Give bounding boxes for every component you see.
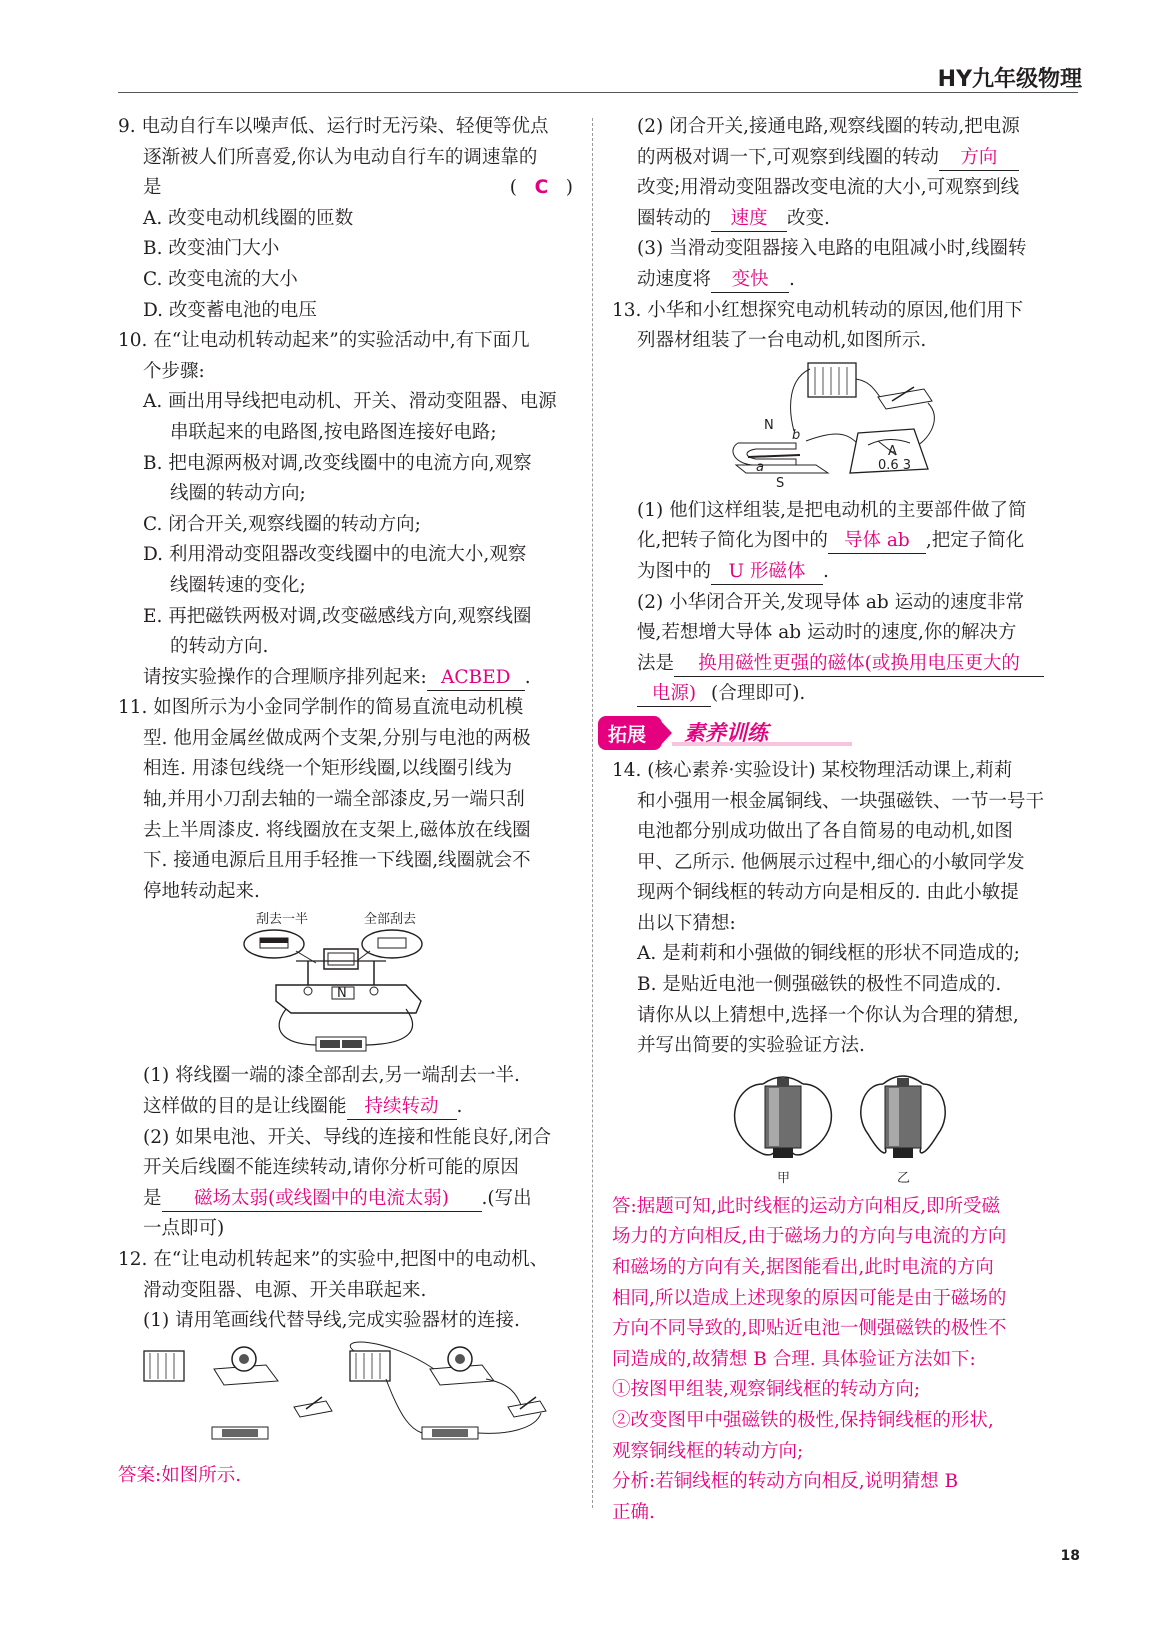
q12-answer: 答案:如图所示. xyxy=(118,1464,242,1486)
q14-answer-line: 答:据题可知,此时线框的运动方向相反,即所受磁 xyxy=(612,1195,1000,1217)
banner-shape xyxy=(598,714,858,752)
q14-answer-line: 和磁场的方向有关,据图能看出,此时电流的方向 xyxy=(612,1257,994,1279)
question-13 xyxy=(612,296,1074,710)
q13-p2-line: (2) 小华闭合开关,发现导体 ab 运动的速度非常 xyxy=(637,591,1025,613)
q14-line: 甲、乙所示. 他俩展示过程中,细心的小敏同学发 xyxy=(637,851,1025,873)
q9-answer-bracket: ( C ) xyxy=(509,177,573,199)
q10-step-e: E. 再把磁铁两极对调,改变磁感线方向,观察线圈 xyxy=(143,605,532,627)
q10-line: 10. 在“让电动机转动起来”的实验活动中,有下面几 xyxy=(118,330,530,352)
q13-p2-answer-cont: 电源) xyxy=(637,682,711,707)
q11-line: 相连. 用漆包线绕一个矩形线圈,以线圈引线为 xyxy=(143,758,513,780)
q14-answer-line: ①按图甲组装,观察铜线框的转动方向; xyxy=(612,1379,921,1401)
q13-line: 13. 小华和小红想探究电动机转动的原因,他们用下 xyxy=(612,299,1024,321)
q11-p2-tail: 一点即可) xyxy=(143,1218,225,1240)
q10-step-a-cont: 串联起来的电路图,按电路图连接好电路; xyxy=(170,421,497,443)
q13-p2-answer-line-2 xyxy=(612,679,1074,710)
q14-line: 现两个铜线框的转动方向是相反的. 由此小敏提 xyxy=(637,882,1019,904)
question-10 xyxy=(118,326,573,693)
q14-answer-line: 同造成的,故猜想 B 合理. 具体验证方法如下: xyxy=(612,1348,976,1370)
q11-line: 型. 他用金属丝做成两个支架,分别与电池的两极 xyxy=(143,727,531,749)
q14-answer-line: ②改变图甲中强磁铁的极性,保持铜线框的形状, xyxy=(612,1410,994,1431)
q12-p3-answer-line xyxy=(612,265,1074,296)
q11-line: 轴,并用小刀刮去轴的一端全部漆皮,另一端只刮 xyxy=(143,789,525,811)
q11-line: 去上半周漆皮. 将线圈放在支架上,磁体放在线圈 xyxy=(143,819,531,841)
q14-label-yi: 乙 xyxy=(897,1170,911,1186)
q10-step-b-cont: 线圈的转动方向; xyxy=(170,483,306,505)
q12-p3-end: . xyxy=(789,268,795,290)
q12-p1: (1) 请用笔画线代替导线,完成实验器材的连接. xyxy=(143,1310,520,1332)
q13-p1-mid: ,把定子简化 xyxy=(925,530,1025,552)
q10-step-e-cont: 的转动方向. xyxy=(170,636,269,658)
q12-p2-line: (2) 闭合开关,接通电路,观察线圈的转动,把电源 xyxy=(637,116,1020,137)
q14-line: 出以下猜想: xyxy=(637,912,736,934)
q13-line: 列器材组装了一台电动机,如图所示. xyxy=(637,330,927,352)
q13-p1-answer-stator: U 形磁体 xyxy=(711,560,823,585)
q14-answer-line: 方向不同导致的,即贴近电池一侧强磁铁的极性不 xyxy=(612,1318,1007,1340)
q14-ask: 请你从以上猜想中,选择一个你认为合理的猜想, xyxy=(637,1004,1019,1026)
q13-p2-answer-line xyxy=(612,649,1074,680)
q13-p1-answer-line xyxy=(612,526,1074,557)
q11-line: 停地转动起来. xyxy=(143,880,260,902)
q13-label-meter: A xyxy=(888,443,897,459)
q11-p2-post: .(写出 xyxy=(481,1187,532,1209)
q11-p1-answer-line xyxy=(118,1092,573,1123)
q9-option-a: A. 改变电动机线圈的匝数 xyxy=(143,207,354,229)
q12-p2-line: 改变;用滑动变阻器改变电流的大小,可观察到线 xyxy=(637,177,1020,199)
column-divider xyxy=(592,118,593,1508)
q12-p2-answer-direction: 方向 xyxy=(939,146,1019,171)
q11-p1-line: (1) 将线圈一端的漆全部刮去,另一端刮去一半. xyxy=(143,1065,520,1087)
q10-step-c: C. 闭合开关,观察线圈的转动方向; xyxy=(143,513,421,535)
q9-option-d: D. 改变蓄电池的电压 xyxy=(143,299,317,321)
q9-last-text: 是 xyxy=(143,177,162,199)
q9-answer: C xyxy=(534,177,549,199)
q11-label-half: 刮去一半 xyxy=(255,912,308,928)
q12-circuit-figure xyxy=(136,1339,556,1459)
q11-p2-answer: 磁场太弱(或线圈中的电流太弱) xyxy=(162,1187,482,1212)
q13-p1-pre: 化,把转子简化为图中的 xyxy=(637,530,828,552)
q12-p2-answer-speed: 速度 xyxy=(711,207,787,232)
q9-last-line xyxy=(118,173,573,204)
q14-line: 电池都分别成功做出了各自简易的电动机,如图 xyxy=(637,821,1013,843)
q14-guess-b: B. 是贴近电池一侧强磁铁的极性不同造成的. xyxy=(637,974,1002,996)
left-column xyxy=(118,112,573,1491)
banner-title: 素养训练 xyxy=(684,720,768,745)
q12-line: 12. 在“让电动机转起来”的实验中,把图中的电动机、 xyxy=(118,1249,549,1270)
q14-ask: 并写出简要的实验验证方法. xyxy=(637,1035,865,1057)
q12-p2-answer-line xyxy=(612,143,1074,174)
q10-step-a: A. 画出用导线把电动机、开关、滑动变阻器、电源 xyxy=(143,391,557,413)
q14-answer-line: 场力的方向相反,由于磁场力的方向与电流的方向 xyxy=(612,1226,1007,1248)
q13-p1-line: (1) 他们这样组装,是把电动机的主要部件做了简 xyxy=(637,499,1027,521)
q11-line: 下. 接通电源后且用手轻推一下线圈,线圈就会不 xyxy=(143,850,531,872)
q10-step-d-cont: 线圈转速的变化; xyxy=(170,574,306,596)
q14-answer-line: 相同,所以造成上述现象的原因可能是由于磁场的 xyxy=(612,1287,1007,1309)
question-9 xyxy=(118,112,573,326)
banner-tag: 拓展 xyxy=(608,723,647,746)
q14-answer-line: 正确. xyxy=(612,1501,655,1523)
q13-label-scale: 0.6 3 xyxy=(878,457,912,473)
q13-p1-end: . xyxy=(823,560,829,582)
right-column xyxy=(608,112,1074,1528)
q13-label-n: N xyxy=(764,417,774,433)
q9-option-c: C. 改变电流的大小 xyxy=(143,268,298,290)
q10-end: . xyxy=(524,666,531,688)
question-12 xyxy=(118,1245,573,1491)
q14-line: 14. (核心素养·实验设计) 某校物理活动课上,莉莉 xyxy=(612,759,1013,781)
q11-label-full: 全部刮去 xyxy=(363,912,416,928)
question-12-continued xyxy=(612,112,1074,296)
q14-answer-line: 分析:若铜线框的转动方向相反,说明猜想 B xyxy=(612,1471,959,1493)
q13-label-b: b xyxy=(792,427,801,443)
q14-guess-a: A. 是莉莉和小强做的铜线框的形状不同造成的; xyxy=(637,943,1020,965)
q9-option-b: B. 改变油门大小 xyxy=(143,238,280,260)
q12-line: 滑动变阻器、电源、开关串联起来. xyxy=(143,1279,427,1301)
q14-figure xyxy=(723,1064,963,1190)
q10-step-b: B. 把电源两极对调,改变线圈中的电流方向,观察 xyxy=(143,452,532,474)
q13-p2-answer: 换用磁性更强的磁体(或换用电压更大的 xyxy=(674,652,1044,677)
q9-line: 9. 电动自行车以噪声低、运行时无污染、轻便等优点 xyxy=(118,116,549,137)
q11-motor-figure xyxy=(236,909,456,1059)
q10-prompt: 请按实验操作的合理顺序排列起来: xyxy=(143,666,427,688)
q11-p2-pre: 是 xyxy=(143,1187,162,1209)
page-number: 18 xyxy=(1060,1548,1080,1564)
q10-line: 个步骤: xyxy=(143,360,205,382)
q13-p1-pre2: 为图中的 xyxy=(637,560,712,582)
q12-p2-post: 改变. xyxy=(787,207,830,229)
section-banner xyxy=(598,714,1074,752)
q13-p1-answer-line-2 xyxy=(612,557,1074,588)
q14-label-jia: 甲 xyxy=(777,1170,791,1186)
q13-label-a: a xyxy=(756,459,764,475)
q14-answer-line: 观察铜线框的转动方向; xyxy=(612,1440,804,1462)
q12-p2-pre: 圈转动的 xyxy=(637,207,712,229)
q12-p3-pre: 动速度将 xyxy=(637,268,712,290)
q10-answer: ACBED xyxy=(427,666,525,691)
question-14 xyxy=(612,756,1074,1528)
q12-p3-answer: 变快 xyxy=(711,268,789,293)
q13-motor-figure xyxy=(728,359,958,494)
q11-p2-line: (2) 如果电池、开关、导线的连接和性能良好,闭合 xyxy=(143,1126,551,1148)
q10-step-d: D. 利用滑动变阻器改变线圈中的电流大小,观察 xyxy=(143,544,527,566)
q12-p2-text: 的两极对调一下,可观察到线圈的转动 xyxy=(637,146,939,168)
q11-p2-answer-line xyxy=(118,1184,573,1215)
q13-p1-answer-rotor: 导体 ab xyxy=(828,529,926,554)
q11-p1-end: . xyxy=(456,1096,463,1118)
q10-prompt-line xyxy=(118,663,573,694)
q9-line: 逐渐被人们所喜爱,你认为电动自行车的调速靠的 xyxy=(143,146,538,168)
q13-p2-pre: 法是 xyxy=(637,652,675,674)
question-11 xyxy=(118,693,573,1245)
header-title: HY九年级物理 xyxy=(937,67,1082,92)
q13-p2-line: 慢,若想增大导体 ab 运动时的速度,你的解决方 xyxy=(637,622,1017,644)
q13-label-s: S xyxy=(776,475,785,491)
q12-p2-answer-line-2 xyxy=(612,204,1074,235)
q11-p2-line: 开关后线圈不能连续转动,请你分析可能的原因 xyxy=(143,1157,519,1179)
q14-line: 和小强用一根金属铜线、一块强磁铁、一节一号干 xyxy=(637,790,1045,812)
q11-p1-text: 这样做的目的是让线圈能 xyxy=(143,1096,347,1118)
q12-p3-line: (3) 当滑动变阻器接入电路的电阻减小时,线圈转 xyxy=(637,238,1027,260)
q11-label-magnet: N xyxy=(336,986,347,1002)
q13-p2-end: (合理即可). xyxy=(711,683,806,705)
q11-line: 11. 如图所示为小金同学制作的简易直流电动机模 xyxy=(118,697,524,719)
header-rule xyxy=(118,92,1078,93)
q11-p1-answer: 持续转动 xyxy=(347,1095,457,1120)
